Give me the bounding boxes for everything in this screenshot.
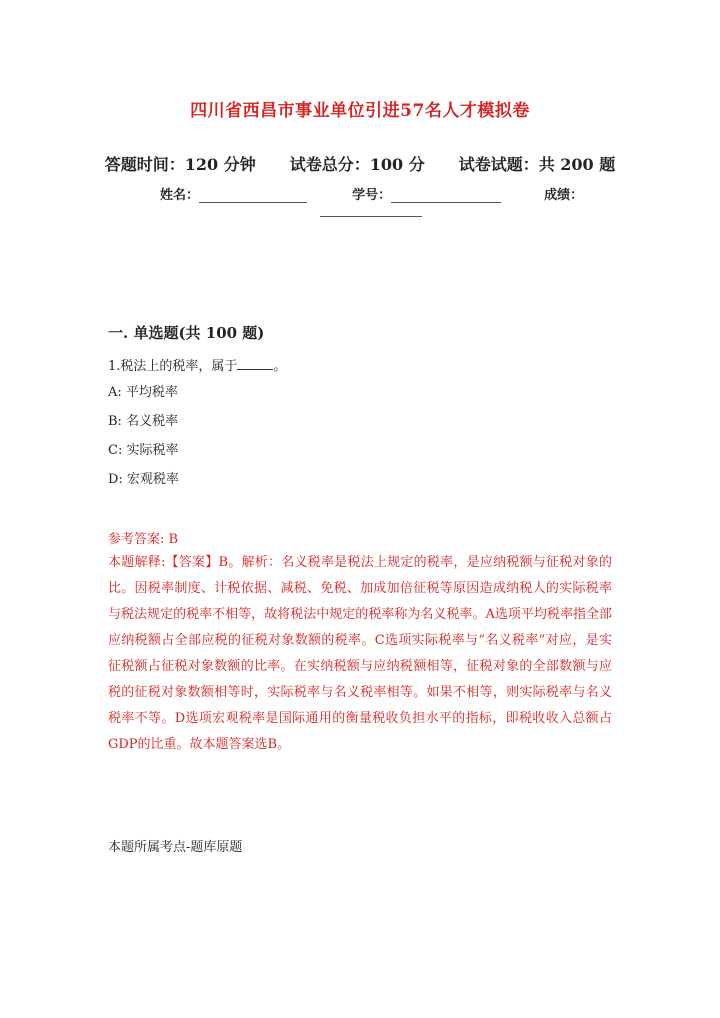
exam-time: 答题时间：120 分钟 [104,155,256,174]
name-field [160,184,307,203]
option-d: D: 宏观税率 [108,472,179,487]
id-label: 学号： [352,188,392,203]
id-field [352,184,501,203]
option-list [108,384,179,500]
score-field [544,184,583,203]
source-note: 本题所属考点-题库原题 [108,840,243,855]
score-label: 成绩： [544,188,584,203]
question-stem-text: 1.税法上的税率，属于 [108,359,238,374]
option-a: A: 平均税率 [108,385,178,400]
section-heading: 一. 单选题(共 100 题) [108,324,265,342]
question-stem [108,355,286,374]
score-blank [320,212,422,217]
question-blank [237,357,273,370]
question-stem-end: 。 [273,359,287,374]
option-c: C: 实际税率 [108,443,179,458]
exam-title: 四川省西昌市事业单位引进57名人才模拟卷 [190,101,530,121]
option-b: B: 名义税率 [108,414,179,429]
name-label: 姓名： [160,188,200,203]
exam-question-count: 试卷试题：共 200 题 [458,155,616,174]
exam-total-score: 试卷总分：100 分 [289,155,425,174]
candidate-fields [160,184,600,203]
name-blank [199,188,307,203]
exam-info-line [0,152,720,175]
answer-explanation: 本题解释:【答案】B。解析：名义税率是税法上规定的税率，是应纳税额与征税对象的比。因税率制度、计税依据、减税、免税、加成加倍征税等原因造成纳税人的实际税率与税法规定的税率不相等，故将税法中规定的税率称为名义税率。A选项平均税率指全部应纳税额占全部应税的征税对象数额的税率。C选项实际税率与“名义税率”对应，是实征税额占征税对象数额的比率。在实纳税额与应纳税额相等，征税对象的全部数额与应税的征税对象数额相等时，实际税率与名义税率相等。如果不相等，则实际税率与名义税率不等。D选项宏观税率是国际通用的衡量税收负担水平的指标，即税收收入总额占GDP的比重。故本题答案选B。 [108,555,612,752]
id-blank [391,188,501,203]
reference-answer: 参考答案: B [108,532,179,547]
